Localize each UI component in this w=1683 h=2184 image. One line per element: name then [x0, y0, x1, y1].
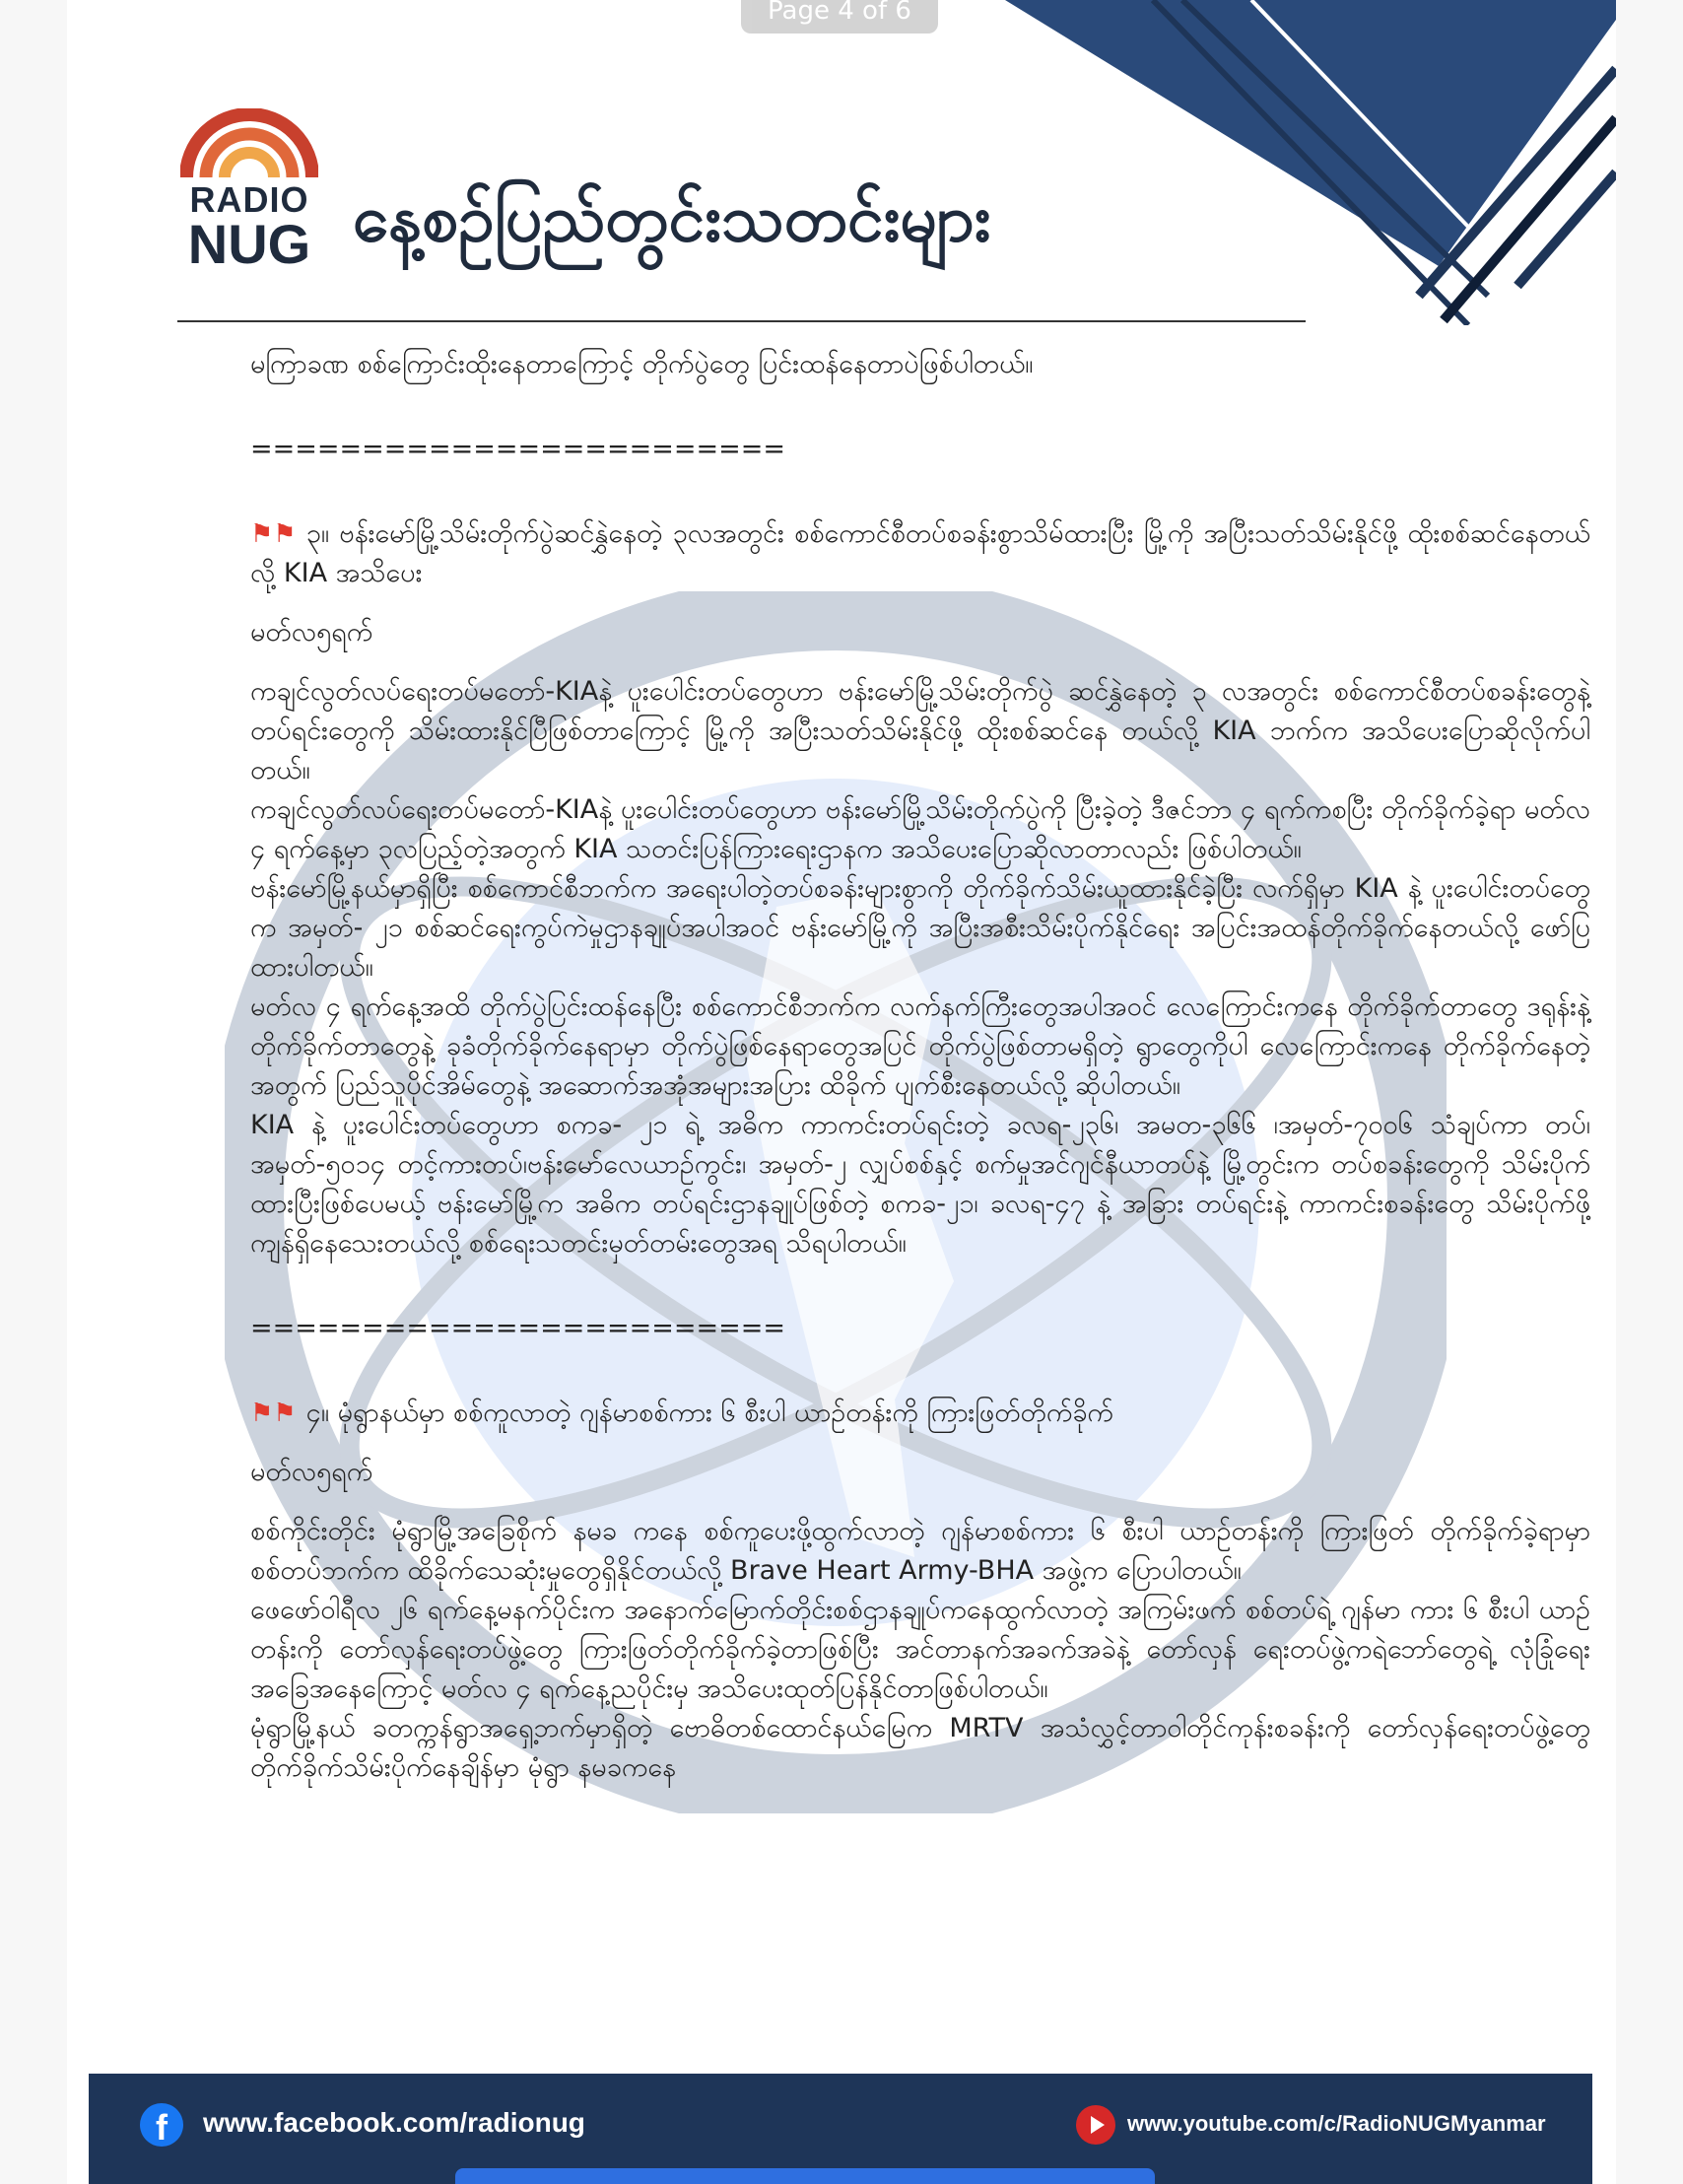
- section-divider: ========================: [250, 1313, 785, 1343]
- story4-paragraph-1: စစ်ကိုင်းတိုင်း မုံရွာမြို့အခြေစိုက် နမခ ကနေ စစ်ကူပေးဖို့ထွက်လာတဲ့ ဂျန်မာစစ်ကား ၆ စီးပါ ယာဉ်တန်းကို ကြားဖြတ် တိုက်ခိုက်ခဲ့ရာမှာ စစ်တပ်ဘက်က ထိခိုက်သေဆုံးမှုတွေရှိနိုင်တယ်လို့ Brave Heart Army-BHA အဖွဲ့က ပြောပါတယ်။: [250, 1516, 1590, 1586]
- article-body: [250, 345, 1590, 1788]
- viewer-margin-left: [0, 0, 67, 2184]
- flag-icon: ⚑⚑: [250, 519, 297, 549]
- corner-triangle-decoration: [1005, 0, 1616, 325]
- story3-paragraph-1: ကချင်လွတ်လပ်ရေးတပ်မတော်-KIAနဲ့ ပူးပေါင်းတပ်တွေဟာ ဗန်းမော်မြို့သိမ်းတိုက်ပွဲ ဆင်နွှဲနေတဲ့ ၃ လအတွင်း စစ်ကောင်စီတပ်စခန်းတွေနဲ့ တပ်ရင်းတွေကို သိမ်းထားနိုင်ပြီဖြစ်တာကြောင့် မြို့ကို အပြီးသတ်သိမ်းနိုင်ဖို့ ထိုးစစ်ဆင်နေ တယ်လို့ KIA ဘက်က အသိပေးပြောဆိုလိုက်ပါတယ်။: [250, 676, 1590, 785]
- story4-paragraph-3: မုံရွာမြို့နယ် ခတက္ကန်ရွာအရှေ့ဘက်မှာရှိတဲ့ ဗောဓိတစ်ထောင်နယ်မြေက MRTV အသံလွှင့်တာဝါတိုင်ကုန်းစခန်းကို တော်လှန်ရေးတပ်ဖွဲ့တွေ တိုက်ခိုက်သိမ်းပိုက်နေချိန်မှာ မုံရွာ နမခကနေ: [250, 1713, 1590, 1783]
- page-indicator: Page 4 of 6: [741, 0, 938, 34]
- story4-paragraph-2: ဖေဖော်ဝါရီလ ၂၆ ရက်နေ့မနက်ပိုင်းက အနောက်မြောက်တိုင်းစစ်ဌာနချုပ်ကနေထွက်လာတဲ့ အကြမ်းဖက် စစ်တပ်ရဲ့ ဂျန်မာ ကား ၆ စီးပါ ယာဉ်တန်းကို တော်လှန်ရေးတပ်ဖွဲ့တွေ ကြားဖြတ်တိုက်ခိုက်ခဲ့တာဖြစ်ပြီး အင်တာနက်အခက်အခဲနဲ့ တော်လှန် ရေးတပ်ဖွဲ့ကရဲဘော်တွေရဲ့ လုံခြုံရေးအခြေအနေကြောင့် မတ်လ ၄ ရက်နေ့ညပိုင်းမှ အသိပေးထုတ်ပြန်နိုင်တာဖြစ်ပါတယ်။: [250, 1595, 1590, 1704]
- story3-paragraph-3: ဗန်းမော်မြို့နယ်မှာရှိပြီး စစ်ကောင်စီဘက်က အရေးပါတဲ့တပ်စခန်းများစွာကို တိုက်ခိုက်သိမ်းယူထားနိုင်ခဲ့ပြီး လက်ရှိမှာ KIA နဲ့ ပူးပေါင်းတပ်တွေက အမှတ်- ၂၁ စစ်ဆင်ရေးကွပ်ကဲမှုဌာနချုပ်အပါအဝင် ဗန်းမော်မြို့ကို အပြီးအစီးသိမ်းပိုက်နိုင်ရေး အပြင်းအထန်တိုက်ခိုက်နေတယ်လို့ ဖော်ပြထားပါတယ်။: [250, 873, 1590, 983]
- header-divider: [177, 320, 1306, 322]
- story3-headline: [250, 514, 1590, 593]
- viewer-scroll-bar[interactable]: [455, 2168, 1155, 2184]
- story3-paragraph-4: မတ်လ ၄ ရက်နေ့အထိ တိုက်ပွဲပြင်းထန်နေပြီး စစ်ကောင်စီဘက်က လက်နက်ကြီးတွေအပါအဝင် လေကြောင်းကနေ တိုက်ခိုက်တာတွေ ဒရုန်းနဲ့တိုက်ခိုက်တာတွေနဲ့ ခုခံတိုက်ခိုက်နေရာမှာ တိုက်ပွဲဖြစ်နေရာတွေအပြင် တိုက်ပွဲဖြစ်တာမရှိတဲ့ ရွာတွေကိုပါ လေကြောင်းကနေ တိုက်ခိုက်နေတဲ့အတွက် ပြည်သူပိုင်အိမ်တွေနဲ့ အဆောက်အအုံအများအပြား ထိခိုက် ပျက်စီးနေတယ်လို့ ဆိုပါတယ်။: [250, 991, 1590, 1101]
- story4-headline-text: ၄။ မုံရွာနယ်မှာ စစ်ကူလာတဲ့ ဂျန်မာစစ်ကား ၆ စီးပါ ယာဉ်တန်းကို ကြားဖြတ်တိုက်ခိုက်: [305, 1398, 1113, 1428]
- flag-icon: ⚑⚑: [250, 1399, 297, 1428]
- facebook-link[interactable]: www.facebook.com/radionug: [203, 2107, 585, 2138]
- pdf-page: [67, 0, 1616, 2184]
- story4-date: မတ်လ၅ရက်: [250, 1457, 373, 1487]
- intro-line: မကြာခဏ စစ်ကြောင်းထိုးနေတာကြောင့် တိုက်ပွဲတွေ ပြင်းထန်နေတာပဲဖြစ်ပါတယ်။: [250, 349, 1034, 379]
- youtube-icon[interactable]: [1076, 2105, 1115, 2145]
- logo-word-nug: NUG: [187, 213, 311, 275]
- facebook-icon[interactable]: f: [140, 2103, 183, 2147]
- story4-headline: [250, 1394, 1590, 1433]
- story3-date: မတ်လ၅ရက်: [250, 617, 373, 648]
- story3-paragraph-5: KIA နဲ့ ပူးပေါင်းတပ်တွေဟာ စကခ- ၂၁ ရဲ့ အဓိက ကာကင်းတပ်ရင်းတဲ့ ခလရ-၂၃၆၊ အမတ-၃၆၆ ၊အမှတ်-၇၀၀၆ သံချပ်ကာ တပ်၊အမှတ်-၅၀၁၄ တင့်ကားတပ်၊ဗန်းမော်လေယာဉ်ကွင်း၊ အမှတ်-၂ လျှပ်စစ်နှင့် စက်မှုအင်ဂျင်နီယာတပ်နဲ့ မြို့တွင်းက တပ်စခန်းတွေကို သိမ်းပိုက်ထားပြီးဖြစ်ပေမယ့် ဗန်းမော်မြို့က အဓိက တပ်ရင်းဌာနချုပ်ဖြစ်တဲ့ စကခ-၂၁၊ ခလရ-၄၇ နဲ့ အခြား တပ်ရင်းနဲ့ ကာကင်းစခန်းတွေ သိမ်းပိုက်ဖို့ ကျန်ရှိနေသေးတယ်လို့ စစ်ရေးသတင်းမှတ်တမ်းတွေအရ သိရပါတယ်။: [250, 1110, 1590, 1259]
- page-title: နေ့စဉ်ပြည်တွင်းသတင်းများ: [353, 180, 991, 256]
- youtube-link[interactable]: www.youtube.com/c/RadioNUGMyanmar: [1127, 2111, 1546, 2136]
- section-divider: ========================: [250, 434, 785, 464]
- page-footer: [89, 2074, 1592, 2184]
- logo-word-radio: RADIO: [189, 179, 309, 220]
- story3-paragraph-2: ကချင်လွတ်လပ်ရေးတပ်မတော်-KIAနဲ့ ပူးပေါင်းတပ်တွေဟာ ဗန်းမော်မြို့သိမ်းတိုက်ပွဲကို ပြီးခဲ့တဲ့ ဒီဇင်ဘာ ၄ ရက်ကစပြီး တိုက်ခိုက်ခဲ့ရာ မတ်လ ၄ ရက်နေ့မှာ ၃လပြည့်တဲ့အတွက် KIA သတင်းပြန်ကြားရေးဌာနက အသိပေးပြောဆိုလာတာလည်း ဖြစ်ပါတယ်။: [250, 794, 1590, 864]
- story3-headline-text: ၃။ ဗန်းမော်မြို့သိမ်းတိုက်ပွဲဆင်နွှဲနေတဲ့ ၃လအတွင်း စစ်ကောင်စီတပ်စခန်းစွာသိမ်ထားပြီး မြို့ကို အပြီးသတ်သိမ်းနိုင်ဖို့ ထိုးစစ်ဆင်နေတယ်လို့ KIA အသိပေး: [250, 518, 1590, 588]
